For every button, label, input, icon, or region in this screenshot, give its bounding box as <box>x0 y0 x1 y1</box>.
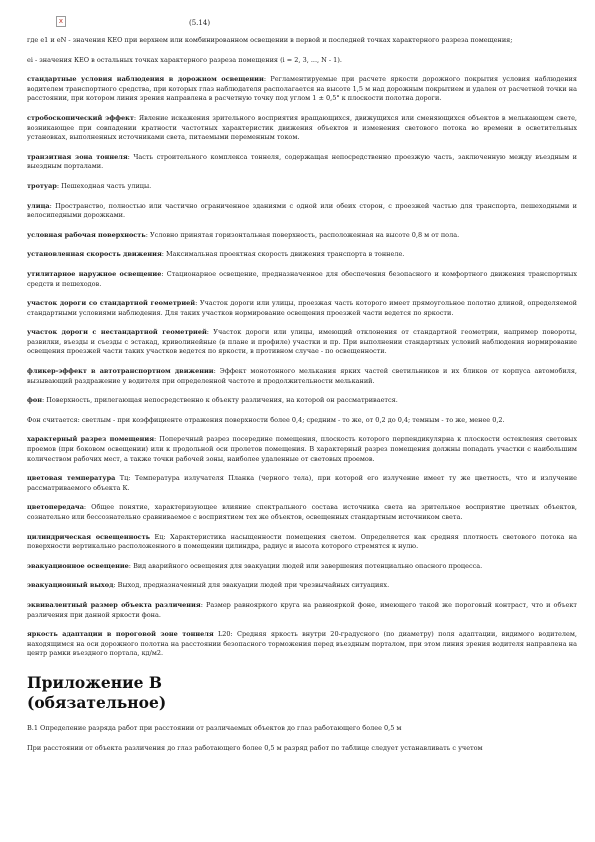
definition-term: эвакуационное освещение <box>27 561 129 570</box>
definition-separator: : <box>195 299 200 308</box>
definition-item <box>27 56 577 66</box>
appendix-heading <box>27 673 577 713</box>
definition-text: ei - значения КЕО в остальных точках характерного разреза помещения (i = 2, 3, ..., N - 1). <box>27 55 342 64</box>
definition-term: цилиндрическая освещенность <box>27 532 151 541</box>
definition-term: фликер-эффект в автотранспортном движении <box>27 367 214 376</box>
definition-term: участок дороги со стандартной геометрией <box>27 299 196 308</box>
definition-text: Участок дороги или улицы, проезжая часть которого имеет прямоугольное полотно длиной, определяемой стандартными условиями наблюдения. Для таких участков нормирование освещения проезжей части ведется по яркости. <box>27 299 577 317</box>
definition-term: условная рабочая поверхность <box>27 230 146 239</box>
definition-text: Часть строительного комплекса тоннеля, содержащая непосредственно проезжую часть, заключенную между въездным и выездным порталами. <box>27 152 577 171</box>
definition-item <box>27 250 577 260</box>
appendix-subtitle: (обязательное) <box>27 692 167 712</box>
definition-separator: : <box>83 503 92 512</box>
definition-term: яркость адаптации в пороговой зоне тоннеля <box>27 630 214 639</box>
definition-item <box>27 153 577 172</box>
definition-term: транзитная зона тоннеля <box>27 152 128 161</box>
definition-separator: : <box>161 269 167 278</box>
definition-text: Общее понятие, характеризующее влияние спектрального состава источника света на зрительное восприятие цветных объектов, сознательно или бессознательно сравниваемое с восприятием тех же объектов, освещенных стандартным источником света. <box>27 503 577 521</box>
definition-term: цветовая температура <box>27 474 116 483</box>
definition-item <box>27 601 577 620</box>
definition-term: улица <box>27 201 50 210</box>
appendix-paragraph: При расстоянии от объекта различения до глаз работающего более 0,5 м разряд работ по таблице следует устанавливать с учетом <box>27 743 483 752</box>
definition-text: где e1 и eN - значения КЕО при верхнем или комбинированном освещении в первой и последней точках характерного разреза помещения; <box>27 36 513 44</box>
definition-term: установленная скорость движения <box>27 250 162 259</box>
definition-text: Поперечный разрез посередине помещения, плоскость которого перпендикулярна к плоскости остекления световых проемов (при боковом освещении) или к продольной оси пролетов помещения. В характерный разрез помещения должны попадать участки с наибольшим количеством рабочих мест, а также точки рабочей зоны, наиболее удаленные от световых проемов. <box>27 435 577 463</box>
definition-term: фон <box>27 396 42 405</box>
definition-item <box>27 396 577 406</box>
definition-text: Пространство, полностью или частично ограниченное зданиями с одной или обеих сторон, с проезжей частью для транспорта, пешеходными и велосипедными дорожками. <box>27 201 577 220</box>
definition-item <box>27 114 577 143</box>
definition-text: Явление искажения зрительного восприятия вращающихся, движущихся или сменяющихся объектов в мелькающем свете, возникающее при совпадении кратности частотных характеристик движения объектов и изменения светового потока во времени в осветительных установках, выполненных источниками света, питаемыми переменным током. <box>27 113 577 142</box>
definition-separator: : <box>161 250 167 259</box>
definition-separator: : <box>56 181 62 190</box>
definition-item <box>27 416 577 426</box>
definition-text: Участок дороги или улицы, имеющий отклонения от стандартной геометрии, например повороты, развилки, въезды и съезды с эстакад, криволинейные (в плане и профиле) участки и пр. При выполнении стандартных условий наблюдения нормирование освещения проезжей части таких участков ведется по яркости, в противном случае - по освещенности. <box>27 328 577 356</box>
definition-item <box>27 630 577 659</box>
definition-item <box>27 36 577 46</box>
definition-term: стандартные условия наблюдения в дорожном освещении <box>27 75 264 84</box>
definition-separator: : <box>200 600 206 609</box>
definition-item <box>27 367 577 386</box>
definition-term: утилитарное наружное освещение <box>27 269 162 278</box>
definition-text: Фон считается: светлым - при коэффициенте отражения поверхности более 0,4; средним - то же, от 0,2 до 0,4; темным - то же, менее 0,2. <box>27 415 505 424</box>
definition-separator: : <box>133 113 139 122</box>
definitions-list <box>27 36 577 659</box>
definition-item <box>27 474 577 493</box>
definition-item <box>27 503 577 522</box>
definition-item <box>27 299 577 318</box>
broken-image-icon: x <box>56 16 66 27</box>
definition-item <box>27 581 577 591</box>
definition-text: Условно принятая горизонтальная поверхность, расположенная на высоте 0,8 м от пола. <box>149 230 460 239</box>
definition-separator: : <box>213 367 220 376</box>
definition-item <box>27 182 577 192</box>
definition-separator: : <box>263 75 271 84</box>
appendix-paragraph: В.1 Определение разряда работ при расстоянии от различаемых объектов до глаз работающего более 0,5 м <box>27 723 402 732</box>
appendix-title: Приложение В <box>27 672 162 692</box>
definition-text: Вид аварийного освещения для эвакуации людей или завершения потенциально опасного процесса. <box>133 561 483 570</box>
definition-text: Выход, предназначенный для эвакуации людей при чрезвычайных ситуациях. <box>117 581 390 590</box>
definition-text: L20: Средняя яркость внутри 20-градусного (по диаметру) поля адаптации, видимого водителем, находящимся на оси дорожного полотна на расстоянии безопасного торможения перед въездным порталом, при этом линия зрения водителя направлена на центр рамки въездного портала, кд/м2. <box>27 630 577 658</box>
definition-text: Максимальная проектная скорость движения транспорта в тоннеле. <box>166 250 405 259</box>
definition-term: тротуар <box>27 181 57 190</box>
definition-item <box>27 562 577 572</box>
definition-text: Поверхность, прилегающая непосредственно к объекту различения, на которой он рассматривается. <box>46 396 398 405</box>
definition-text: Регламентируемые при расчете яркости дорожного покрытия условия наблюдения водителем транспортного средства, при которых глаз наблюдателя располагается на высоте 1,5 м над дорожным покрытием и удален от расчетной точки на расстоянии, при котором линия зрения направлена в расчетную точку под углом 1 ± 0,5° к плоскости полотна дороги. <box>27 75 577 103</box>
definition-item <box>27 202 577 221</box>
definition-item <box>27 75 577 104</box>
definition-item <box>27 328 577 357</box>
definition-separator: : <box>154 435 160 444</box>
definition-term: участок дороги с нестандартной геометрией <box>27 328 207 337</box>
definition-separator: : <box>41 396 47 405</box>
definition-term: эквивалентный размер объекта различения <box>27 600 201 609</box>
definition-term: стробоскопический эффект <box>27 113 134 122</box>
definition-item <box>27 270 577 289</box>
definition-separator: : <box>145 230 150 239</box>
definition-item <box>27 533 577 552</box>
definition-text: Эффект монотонного мелькания ярких частей светильников и их бликов от корпуса автомобиля, вызывающий раздражение у водителя при определенной частоте и продолжительности мельканий. <box>27 367 577 385</box>
definition-text: Размер равнояркого круга на равнояркой фоне, имеющего такой же пороговый контраст, что и объект различения при данной яркости фона. <box>27 600 577 619</box>
definition-term: характерный разрез помещения <box>27 435 155 444</box>
definition-separator: : <box>206 328 214 337</box>
definition-term: эвакуационный выход <box>27 581 114 590</box>
definition-text: Пешеходная часть улицы. <box>61 181 152 190</box>
equation-number: (5.14) <box>189 19 211 27</box>
definition-separator: : <box>49 201 56 210</box>
definition-item <box>27 231 577 241</box>
equation-row <box>27 0 577 36</box>
definition-separator: : <box>127 152 134 161</box>
definition-separator: : <box>113 581 118 590</box>
definition-item <box>27 435 577 464</box>
definition-text: Tц: Температура излучателя Планка (черного тела), при которой его излучение имеет ту же цветность, что и излучение рассматриваемого объекта К. <box>27 474 577 492</box>
definition-separator: : <box>128 561 134 570</box>
definition-text: Ец: Характеристика насыщенности помещения светом. Определяется как средняя плотность светового потока на поверхности вертикально расположенного в помещении цилиндра, радиус и высота которого стремятся к нулю. <box>27 532 578 551</box>
definition-text: Стационарное освещение, предназначенное для обеспечения безопасного и комфортного движения транспортных средств и пешеходов. <box>27 269 577 288</box>
definition-term: цветопередача <box>27 503 84 512</box>
